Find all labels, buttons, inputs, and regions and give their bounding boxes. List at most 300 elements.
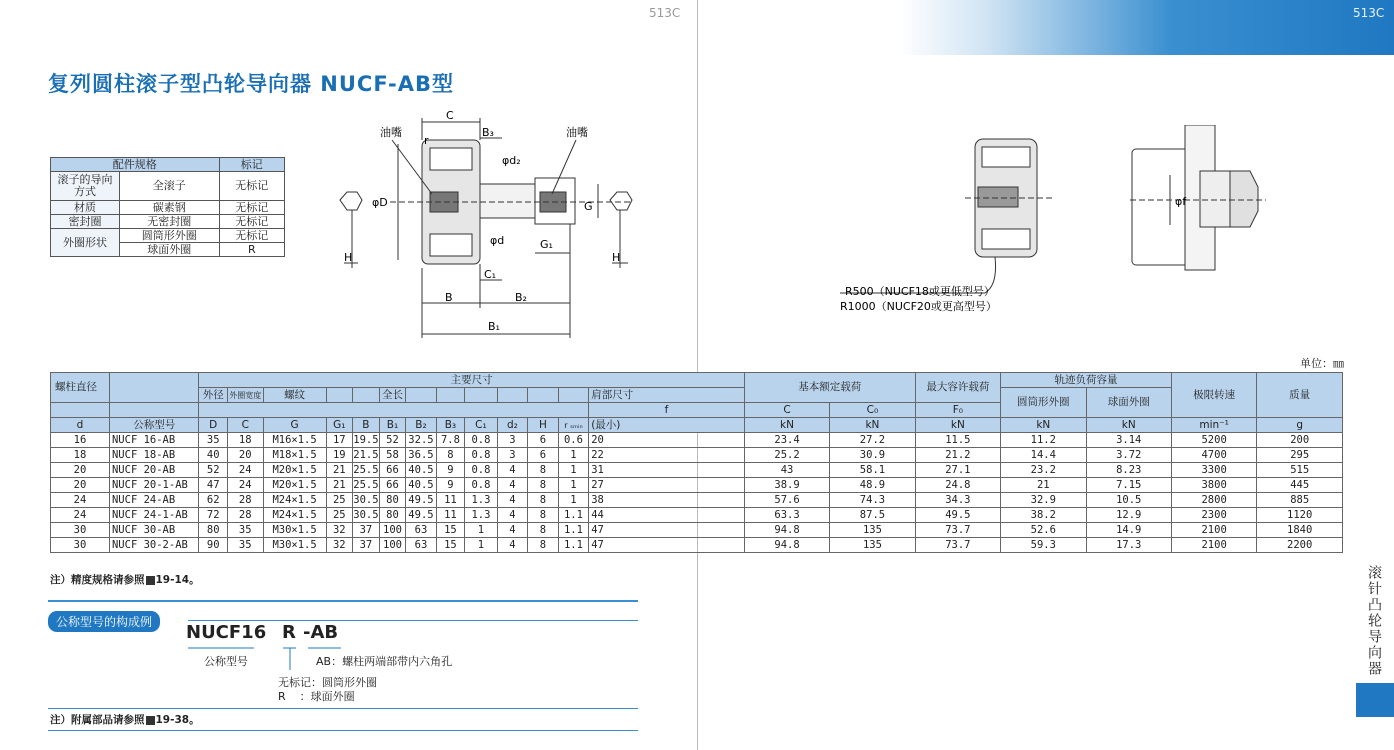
- table-cell: 1840: [1257, 523, 1343, 538]
- spec-mark: R: [219, 243, 284, 257]
- table-cell: 43: [744, 463, 829, 478]
- table-row: [51, 508, 1343, 523]
- col-D: D: [199, 418, 227, 433]
- col-total-length: 全长: [379, 388, 405, 403]
- col-B2: B₂: [406, 418, 437, 433]
- dimension-table: [50, 372, 1343, 553]
- table-cell: 100: [379, 523, 405, 538]
- r500-note: R500（NUCF18或更低型号）: [845, 285, 995, 298]
- table-cell: 1.1: [558, 508, 589, 523]
- spec-group: 外圈形状: [51, 229, 120, 257]
- table-cell: 94.8: [744, 538, 829, 553]
- col-od: 外径: [199, 388, 227, 403]
- table-cell: 0.8: [465, 448, 498, 463]
- header-band: [900, 0, 1394, 55]
- table-cell: 1: [465, 538, 498, 553]
- table-cell: 52: [379, 433, 405, 448]
- table-cell: 4: [497, 538, 528, 553]
- table-cell: 80: [379, 493, 405, 508]
- table-cell: M16×1.5: [263, 433, 326, 448]
- table-cell: 1120: [1257, 508, 1343, 523]
- table-row: [51, 478, 1343, 493]
- table-cell: 1: [558, 448, 589, 463]
- col-B1: B₁: [379, 418, 405, 433]
- table-cell: 30: [51, 538, 110, 553]
- table-cell: 8: [528, 478, 559, 493]
- label-r: R ：球面外圈: [278, 690, 355, 703]
- spec-item: 无密封圈: [120, 215, 220, 229]
- table-cell: 16: [51, 433, 110, 448]
- spec-item: 全滚子: [120, 172, 220, 201]
- table-cell: 19.5: [353, 433, 379, 446]
- col-spherical: 球面外圈: [1086, 388, 1171, 418]
- table-cell: 38.2: [1001, 508, 1086, 523]
- col-shoulder: 肩部尺寸: [589, 388, 745, 403]
- dim-d2: φd₂: [502, 154, 521, 167]
- table-cell: 30: [51, 523, 110, 538]
- table-cell: 4: [497, 523, 528, 538]
- dim-oil-nipple-left: 油嘴: [380, 126, 402, 139]
- dim-B2: B₂: [515, 291, 527, 304]
- col-track-capacity: 轨迹负荷容量: [1001, 373, 1172, 388]
- table-cell: 52.6: [1001, 523, 1086, 538]
- table-cell: 58: [379, 448, 405, 463]
- table-cell: 200: [1257, 433, 1343, 448]
- table-cell: M18×1.5: [263, 448, 326, 463]
- table-row: [51, 523, 1343, 538]
- col-thread: 螺纹: [263, 388, 326, 403]
- table-cell: 35: [227, 523, 263, 538]
- table-cell: 94.8: [744, 523, 829, 538]
- dim-H-left: H: [344, 251, 353, 264]
- side-tab-label: 滚针凸轮导向器: [1366, 565, 1382, 677]
- table-cell: 885: [1257, 493, 1343, 508]
- table-cell: 1: [558, 478, 589, 493]
- table-cell: 40: [199, 448, 227, 463]
- col-F0: F₀: [915, 403, 1000, 418]
- table-cell: 24: [227, 463, 263, 478]
- table-cell: 135: [830, 538, 915, 553]
- table-cell: 7.8: [436, 433, 464, 448]
- table-cell: NUCF 30-AB: [109, 523, 199, 538]
- col-B3: B₃: [436, 418, 464, 433]
- table-cell: 27: [589, 478, 745, 493]
- dim-B: B: [445, 291, 453, 304]
- side-tab-block: [1356, 683, 1394, 717]
- table-cell: M20×1.5: [263, 463, 326, 478]
- spec-group: 密封圈: [51, 215, 120, 229]
- table-cell: 4: [497, 463, 528, 478]
- table-cell: 30.9: [830, 448, 915, 463]
- col-rsmin: r ₛₘᵢₙ: [558, 418, 589, 433]
- table-cell: 8: [436, 448, 464, 463]
- table-cell: 11: [436, 508, 464, 523]
- dim-d: φd: [490, 234, 505, 247]
- col-f: f: [589, 403, 745, 418]
- table-cell: 30.5: [353, 508, 379, 521]
- label-ab: AB：螺柱两端部带内六角孔: [316, 655, 453, 668]
- section-rule-thin: [188, 620, 638, 621]
- col-fmin: (最小): [589, 418, 745, 433]
- col-unit-g: g: [1257, 418, 1343, 433]
- table-cell: M24×1.5: [263, 493, 326, 508]
- table-cell: 62: [199, 493, 227, 508]
- table-cell: 4: [497, 493, 528, 508]
- table-cell: 49.5: [406, 508, 437, 523]
- table-cell: 24: [51, 508, 110, 523]
- table-cell: 59.3: [1001, 538, 1086, 553]
- table-cell: 28: [227, 508, 263, 523]
- dim-D: φD: [372, 196, 388, 209]
- col-C1: C₁: [465, 418, 498, 433]
- table-cell: 52: [199, 463, 227, 478]
- dim-B1: B₁: [488, 320, 500, 333]
- table-cell: M20×1.5: [263, 478, 326, 493]
- table-cell: 74.3: [830, 493, 915, 508]
- table-cell: 8: [528, 538, 559, 553]
- dim-C: C: [446, 109, 454, 122]
- table-cell: 19: [326, 448, 352, 463]
- table-cell: 35: [199, 433, 227, 448]
- section-rule-bottom: [48, 708, 638, 709]
- table-cell: 295: [1257, 448, 1343, 463]
- dim-r: r: [424, 134, 429, 147]
- col-empty: [436, 388, 464, 403]
- spec-item: 球面外圈: [120, 243, 220, 257]
- table-cell: 515: [1257, 463, 1343, 478]
- table-cell: NUCF 18-AB: [109, 448, 199, 463]
- label-no-mark: 无标记：圆筒形外圈: [278, 676, 377, 689]
- table-cell: 25.2: [744, 448, 829, 463]
- table-cell: 25: [326, 508, 352, 523]
- unit-label: 单位：㎜: [1300, 357, 1344, 370]
- col-d: d: [51, 418, 110, 433]
- table-cell: 1: [558, 463, 589, 478]
- col-width: 外圈宽度: [227, 388, 263, 403]
- table-cell: 36.5: [406, 448, 437, 463]
- table-cell: 72: [199, 508, 227, 523]
- dim-C1: C₁: [484, 268, 497, 281]
- col-d2: d₂: [497, 418, 528, 433]
- side-tab[interactable]: [1356, 565, 1394, 680]
- spec-group: 材质: [51, 201, 120, 215]
- table-cell: 1: [465, 523, 498, 538]
- col-G: G: [263, 418, 326, 433]
- r1000-note: R1000（NUCF20或更高型号）: [840, 300, 997, 313]
- table-cell: 21: [326, 478, 352, 493]
- table-cell: 4: [497, 508, 528, 523]
- table-cell: 40.5: [406, 478, 437, 493]
- col-empty: [528, 388, 559, 403]
- table-cell: 57.6: [744, 493, 829, 508]
- table-cell: 38.9: [744, 478, 829, 493]
- table-body: [51, 433, 1343, 553]
- table-cell: 3800: [1171, 478, 1256, 493]
- table-cell: NUCF 20-1-AB: [109, 478, 199, 493]
- table-cell: 11: [436, 493, 464, 508]
- col-mass: 质量: [1257, 373, 1343, 418]
- table-cell: 30.5: [353, 493, 379, 506]
- table-cell: 28: [227, 493, 263, 508]
- table-cell: 20: [51, 463, 110, 478]
- col-G1: G₁: [326, 418, 352, 433]
- table-cell: 23.2: [1001, 463, 1086, 478]
- table-cell: 18: [227, 433, 263, 448]
- table-cell: 8.23: [1086, 463, 1171, 478]
- table-cell: 63: [406, 523, 437, 538]
- table-cell: NUCF 16-AB: [109, 433, 199, 448]
- table-cell: 20: [589, 433, 745, 448]
- table-cell: 1.1: [558, 538, 589, 553]
- spec-item: 圆筒形外圈: [120, 229, 220, 243]
- options-table: [50, 157, 285, 257]
- col-C: C: [744, 403, 829, 418]
- table-cell: NUCF 24-1-AB: [109, 508, 199, 523]
- table-cell: 20: [51, 478, 110, 493]
- table-cell: 38: [589, 493, 745, 508]
- table-cell: 73.7: [915, 538, 1000, 553]
- table-cell: 4700: [1171, 448, 1256, 463]
- col-C0: C₀: [830, 403, 915, 418]
- table-cell: 1.3: [465, 493, 498, 508]
- table-cell: 73.7: [915, 523, 1000, 538]
- col-empty: [353, 388, 380, 403]
- col-empty: [199, 403, 589, 418]
- table-row: [51, 538, 1343, 553]
- col-unit-kN: kN: [830, 418, 915, 433]
- table-cell: 1.1: [558, 523, 589, 538]
- table-cell: 100: [379, 538, 405, 553]
- col-cylindrical: 圆筒形外圈: [1001, 388, 1086, 418]
- table-cell: 0.8: [465, 463, 498, 478]
- table-cell: 21.2: [915, 448, 1000, 463]
- model-part-1: NUCF16: [186, 622, 267, 643]
- table-cell: 15: [436, 523, 464, 538]
- page-title: 复列圆柱滚子型凸轮导向器 NUCF-AB型: [48, 72, 455, 96]
- dim-B3: B₃: [482, 126, 494, 139]
- col-unit-kN: kN: [915, 418, 1000, 433]
- col-empty: [465, 388, 498, 403]
- col-empty: [406, 388, 437, 403]
- table-cell: 27.1: [915, 463, 1000, 478]
- table-cell: 3: [497, 448, 528, 463]
- dim-G: G: [584, 200, 593, 213]
- table-cell: 49.5: [406, 493, 437, 508]
- table-cell: 8: [528, 508, 559, 523]
- col-rated-load: 基本额定载荷: [744, 373, 915, 403]
- table-cell: 9: [436, 463, 464, 478]
- table-cell: 24: [51, 493, 110, 508]
- table-cell: M24×1.5: [263, 508, 326, 523]
- table-cell: 11.5: [915, 433, 1000, 448]
- table-cell: 11.2: [1001, 433, 1086, 448]
- col-empty: [558, 388, 589, 403]
- note-accessories: 注）附属部品请参照 19-38。: [50, 714, 200, 726]
- table-cell: NUCF 24-AB: [109, 493, 199, 508]
- table-cell: 135: [830, 523, 915, 538]
- table-cell: 66: [379, 463, 405, 478]
- col-B: B: [353, 418, 380, 433]
- section-rule: [48, 600, 638, 602]
- table-cell: 24: [227, 478, 263, 493]
- col-unit-kN: kN: [744, 418, 829, 433]
- page-number-right: 513C: [1353, 6, 1385, 20]
- table-cell: 58.1: [830, 463, 915, 478]
- table-row: [51, 433, 1343, 448]
- table-cell: 21: [1001, 478, 1086, 493]
- table-cell: 37: [353, 538, 380, 553]
- col-empty: [497, 388, 528, 403]
- table-cell: 14.4: [1001, 448, 1086, 463]
- table-cell: 0.6: [558, 433, 589, 448]
- col-model: 公称型号: [109, 418, 199, 433]
- spec-mark: 无标记: [219, 172, 284, 201]
- table-cell: 27.2: [830, 433, 915, 448]
- table-cell: 17.3: [1086, 538, 1171, 553]
- table-cell: 4: [497, 478, 528, 493]
- col-speed: 极限转速: [1171, 373, 1256, 418]
- table-cell: 2300: [1171, 508, 1256, 523]
- example-pill: 公称型号的构成例: [48, 611, 160, 632]
- table-cell: 5200: [1171, 433, 1256, 448]
- table-cell: 18: [51, 448, 110, 463]
- col-empty: [326, 388, 352, 403]
- dim-G1: G₁: [540, 238, 553, 251]
- col-max-load: 最大容许载荷: [915, 373, 1000, 403]
- spec-group: 滚子的导向方式: [51, 172, 120, 201]
- table-cell: 32: [326, 538, 352, 553]
- table-cell: 23.4: [744, 433, 829, 448]
- cam-follower-drawing: [330, 108, 650, 343]
- table-cell: 2100: [1171, 523, 1256, 538]
- table-cell: 25.5: [353, 463, 379, 476]
- table-cell: 2200: [1257, 538, 1343, 553]
- spec-head-2: 标记: [219, 158, 284, 172]
- table-cell: 87.5: [830, 508, 915, 523]
- table-cell: 3.72: [1086, 448, 1171, 463]
- col-unit-rpm: min⁻¹: [1171, 418, 1256, 433]
- table-row: [51, 463, 1343, 478]
- spec-mark: 无标记: [219, 201, 284, 215]
- table-cell: 80: [199, 523, 227, 538]
- table-cell: NUCF 30-2-AB: [109, 538, 199, 553]
- table-cell: 24.8: [915, 478, 1000, 493]
- col-unit-kN: kN: [1001, 418, 1086, 433]
- book-icon: [146, 716, 155, 725]
- table-cell: 12.9: [1086, 508, 1171, 523]
- table-cell: 445: [1257, 478, 1343, 493]
- table-cell: 47: [589, 523, 745, 538]
- col-Cw: C: [227, 418, 263, 433]
- table-cell: 17: [326, 433, 352, 448]
- table-cell: 1.3: [465, 508, 498, 523]
- dim-oil-nipple-right: 油嘴: [566, 126, 588, 139]
- mounting-drawing: [830, 125, 1270, 320]
- col-empty: [51, 403, 110, 418]
- table-cell: 44: [589, 508, 745, 523]
- table-cell: 32.9: [1001, 493, 1086, 508]
- spec-head-1: 配件规格: [51, 158, 220, 172]
- table-cell: 63.3: [744, 508, 829, 523]
- table-cell: 25.5: [353, 478, 379, 491]
- table-cell: 21: [326, 463, 352, 478]
- page-number-left: 513C: [649, 6, 681, 20]
- table-cell: 10.5: [1086, 493, 1171, 508]
- table-cell: 6: [528, 448, 559, 463]
- table-cell: 0.8: [465, 478, 498, 493]
- table-cell: 8: [528, 493, 559, 508]
- spec-item: 碳素钢: [120, 201, 220, 215]
- table-cell: M30×1.5: [263, 523, 326, 538]
- table-cell: 7.15: [1086, 478, 1171, 493]
- dim-f: φf: [1175, 195, 1187, 208]
- table-cell: 49.5: [915, 508, 1000, 523]
- table-cell: 32.5: [406, 433, 437, 448]
- model-part-3: -AB: [303, 622, 339, 643]
- table-cell: 47: [199, 478, 227, 493]
- table-cell: 32: [326, 523, 352, 538]
- table-cell: 35: [227, 538, 263, 553]
- col-H: H: [528, 418, 559, 433]
- table-cell: 3.14: [1086, 433, 1171, 448]
- table-cell: 40.5: [406, 463, 437, 478]
- table-cell: 80: [379, 508, 405, 523]
- table-cell: 3: [497, 433, 528, 448]
- spec-mark: 无标记: [219, 215, 284, 229]
- col-blank: [109, 373, 199, 403]
- table-cell: 66: [379, 478, 405, 493]
- table-cell: 15: [436, 538, 464, 553]
- table-cell: 8: [528, 523, 559, 538]
- table-cell: 47: [589, 538, 745, 553]
- table-cell: 9: [436, 478, 464, 493]
- table-cell: 8: [528, 463, 559, 478]
- table-cell: 0.8: [465, 433, 498, 448]
- table-cell: 22: [589, 448, 745, 463]
- table-cell: 1: [558, 493, 589, 508]
- spec-mark: 无标记: [219, 229, 284, 243]
- table-cell: 14.9: [1086, 523, 1171, 538]
- col-stud-diameter: 螺柱直径: [51, 373, 110, 403]
- table-row: [51, 493, 1343, 508]
- table-cell: 31: [589, 463, 745, 478]
- col-empty: [109, 403, 199, 418]
- note-accuracy: 注）精度规格请参照 19-14。: [50, 574, 200, 586]
- table-row: [51, 448, 1343, 463]
- table-cell: 63: [406, 538, 437, 553]
- book-icon: [146, 576, 155, 585]
- col-unit-kN: kN: [1086, 418, 1171, 433]
- col-main-dimensions: 主要尺寸: [199, 373, 744, 388]
- table-cell: 48.9: [830, 478, 915, 493]
- table-cell: 20: [227, 448, 263, 463]
- table-cell: 6: [528, 433, 559, 448]
- table-cell: 37: [353, 523, 380, 538]
- table-cell: 25: [326, 493, 352, 508]
- label-model: 公称型号: [204, 655, 248, 668]
- table-cell: 2800: [1171, 493, 1256, 508]
- table-cell: 3300: [1171, 463, 1256, 478]
- table-cell: 21.5: [353, 448, 379, 461]
- table-cell: NUCF 20-AB: [109, 463, 199, 478]
- table-cell: 34.3: [915, 493, 1000, 508]
- section-rule-end: [48, 730, 638, 731]
- dim-H-right: H: [612, 251, 621, 264]
- table-cell: 90: [199, 538, 227, 553]
- model-part-2: R: [282, 622, 296, 643]
- table-cell: M30×1.5: [263, 538, 326, 553]
- table-cell: 2100: [1171, 538, 1256, 553]
